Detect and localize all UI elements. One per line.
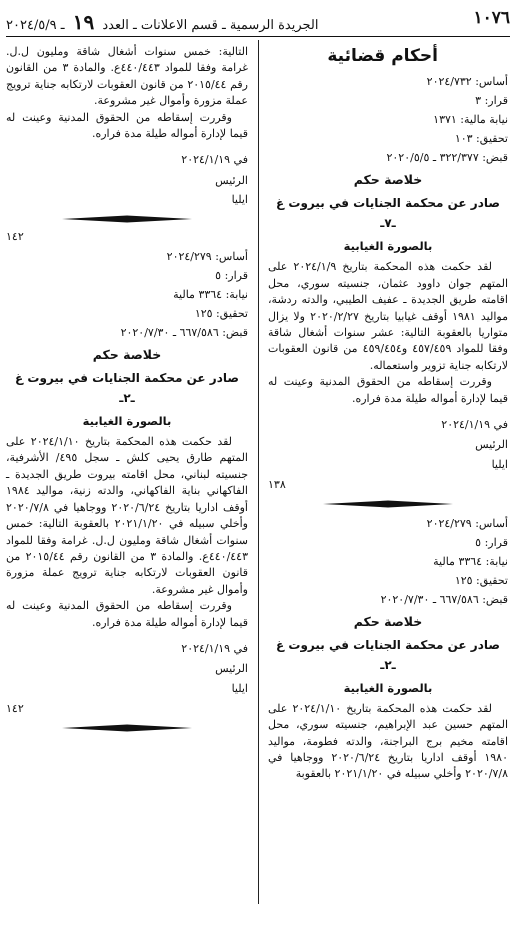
signature-date: في ٢٠٢٤/١/١٩ <box>181 641 248 655</box>
left-column <box>6 44 248 738</box>
judgment-text: لقد حكمت هذه المحكمة بتاريخ ٢٠٢٤/١/١٠ على المتهم طارق يحيى كلش ـ سجل ٤٩٥/ الأشرفية، جنسيته لبناني، محل اقامته بيروت طريق الجديدة ـ الفاكهاني بناية الفاكهاني، والدته زنية، مواليد ١٩٨٤ أوقف اداريا بتاريخ ٢٠٢٠/٦/٢٤ ووجاهيا في ٢٠٢٠/٧/٨ وأخلي سبيله في ٢٠٢١/١/٢٠ بالعقوبة التالية: خمس سنوات أشغال شاقة ومليون ل.ل. غرامة وفقا للمواد ٤٤٠/٤٤٣ع. والمادة ٣ من القانون رقم ٢٠١٥/٤٤ من قانون العقوبات لارتكابه جناية ترويج عملة مزورة وأموال غير مشروعة. <box>6 435 248 596</box>
signature-date: في ٢٠٢٤/١/١٩ <box>181 153 248 167</box>
judgment-text: لقد حكمت هذه المحكمة بتاريخ ٢٠٢٤/١/١٠ على المتهم حسين عبد الإبراهيم، جنسيته سوري، محل اقامته مخيم برج البراجنة، والدته فطومة، مواليد ١٩٨٠ أوقف اداريا بتاريخ ٢٠٢٠/٦/٢٤ ووجاهيا في ٢٠٢٠/٧/٨ وأخلي سبيله في ٢٠٢١/١/٢٠ بالعقوبة <box>268 701 508 781</box>
case-meta-prosecution: نيابة: ٣٣٦٤ مالية <box>433 554 508 568</box>
signature-name: ايليا <box>231 681 248 695</box>
case-meta-prosecution: نيابة: ٣٣٦٤ مالية <box>173 288 248 302</box>
case-meta-decision: قرار: ٣ <box>475 94 508 108</box>
notice-reference: ١٤٢ <box>6 229 24 243</box>
judgment-type: بالصورة الغيابية <box>343 680 433 695</box>
notice-heading: خلاصة حكم <box>92 347 162 363</box>
column-divider <box>258 40 259 904</box>
notice-reference: ١٤٢ <box>6 702 24 716</box>
case-meta-basis: أساس: ٢٠٢٤/٢٧٩ <box>426 516 508 530</box>
case-meta-basis: أساس: ٢٠٢٤/٧٣٢ <box>426 75 508 89</box>
judgment-type: بالصورة الغيابية <box>82 414 172 429</box>
case-meta-arrest: قبض: ٣٢٢/٣٧٧ ـ ٢٠٢٠/٥/٥ <box>386 151 508 165</box>
signature-name: ايليا <box>491 457 508 471</box>
signature-role: الرئيس <box>215 662 248 676</box>
notice-divider <box>6 722 248 734</box>
issue-date: ـ ٢٠٢٤/٥/٩ <box>6 18 65 33</box>
notice-heading: خلاصة حكم <box>353 613 423 629</box>
case-meta-investigation: تحقيق: ١٢٥ <box>194 307 248 321</box>
case-meta-basis: أساس: ٢٠٢٤/٢٧٩ <box>166 250 248 264</box>
gazette-masthead <box>6 10 319 34</box>
case-meta-investigation: تحقيق: ١٠٣ <box>454 132 508 146</box>
case-meta-decision: قرار: ٥ <box>475 535 508 549</box>
case-meta-investigation: تحقيق: ١٢٥ <box>454 573 508 587</box>
notice-divider <box>268 498 508 510</box>
judgment-type: بالصورة الغيابية <box>343 239 433 254</box>
case-notice-1 <box>268 72 508 509</box>
case-meta-arrest: قبض: ٦٦٧/٥٨٦ ـ ٢٠٢٠/٧/٣٠ <box>380 592 508 606</box>
judgment-text-continued: التالية: خمس سنوات أشغال شاقة ومليون ل.ل. غرامة وفقا للمواد ٤٤٠/٤٤٣ع. والمادة ٣ من القانون رقم ٢٠١٥/٤٤ من قانون العقوبات لارتكابه جناية ترويج عملة مزورة وأموال غير مشروعة. <box>6 45 248 108</box>
notice-divider <box>6 213 248 225</box>
gazette-title: الجريدة الرسمية ـ قسم الاعلانات ـ العدد <box>102 18 319 33</box>
page-header <box>6 6 510 34</box>
court-heading: صادر عن محكمة الجنايات في بيروت غ ـ٢ـ <box>276 637 500 672</box>
notice-reference: ١٣٨ <box>268 478 286 492</box>
right-column <box>268 44 508 783</box>
signature-name: ايليا <box>231 193 248 207</box>
court-heading: صادر عن محكمة الجنايات في بيروت غ ـ٧ـ <box>276 196 500 231</box>
section-title: أحكام قضائية <box>327 46 438 66</box>
judgment-text: لقد حكمت هذه المحكمة بتاريخ ٢٠٢٤/١/٩ على المتهم جوان داوود عثمان، جنسيته سوري، محل اقامته طريق الجديدة ـ عفيف الطيبي، والدته ردشة، مواليد ١٩٨١ أوقف غيابيا بتاريخ ٢٠٢٠/٢/٢٧ ولا يزال متواريا بالعقوبة التالية: عشر سنوات أشغال شاقة وفقا للمواد ٤٥٧/٤٥٩ و٤٥٩/٤٥٤ من قانون العقوبات لارتكابه جناية تزوير واستعماله. <box>268 260 508 372</box>
notice-heading: خلاصة حكم <box>353 172 423 188</box>
issue-number: ١٩ <box>72 10 95 34</box>
page-number: ١٠٧٦ <box>473 8 510 28</box>
case-notice-2-continued <box>6 44 248 245</box>
signature-date: في ٢٠٢٤/١/١٩ <box>441 418 508 432</box>
case-notice-2 <box>268 514 508 783</box>
signature-role: الرئيس <box>475 438 508 452</box>
signature-role: الرئيس <box>215 173 248 187</box>
case-meta-decision: قرار: ٥ <box>215 269 248 283</box>
case-notice-3 <box>6 247 248 734</box>
case-meta-arrest: قبض: ٦٦٧/٥٨٦ ـ ٢٠٢٠/٧/٣٠ <box>120 326 248 340</box>
case-meta-prosecution: نيابة مالية: ١٣٧١ <box>433 113 508 127</box>
civil-rights-text: وقررت إسقاطه من الحقوق المدنية وعينت له قيما لإدارة أمواله طيلة مدة فراره. <box>268 375 508 405</box>
header-rule <box>6 36 510 37</box>
court-heading: صادر عن محكمة الجنايات في بيروت غ ـ٢ـ <box>15 371 239 406</box>
civil-rights-text: وقررت إسقاطه من الحقوق المدنية وعينت له قيما لإدارة أمواله طيلة مدة فراره. <box>6 599 248 629</box>
civil-rights-text: وقررت إسقاطه من الحقوق المدنية وعينت له قيما لإدارة أمواله طيلة مدة فراره. <box>6 110 248 141</box>
